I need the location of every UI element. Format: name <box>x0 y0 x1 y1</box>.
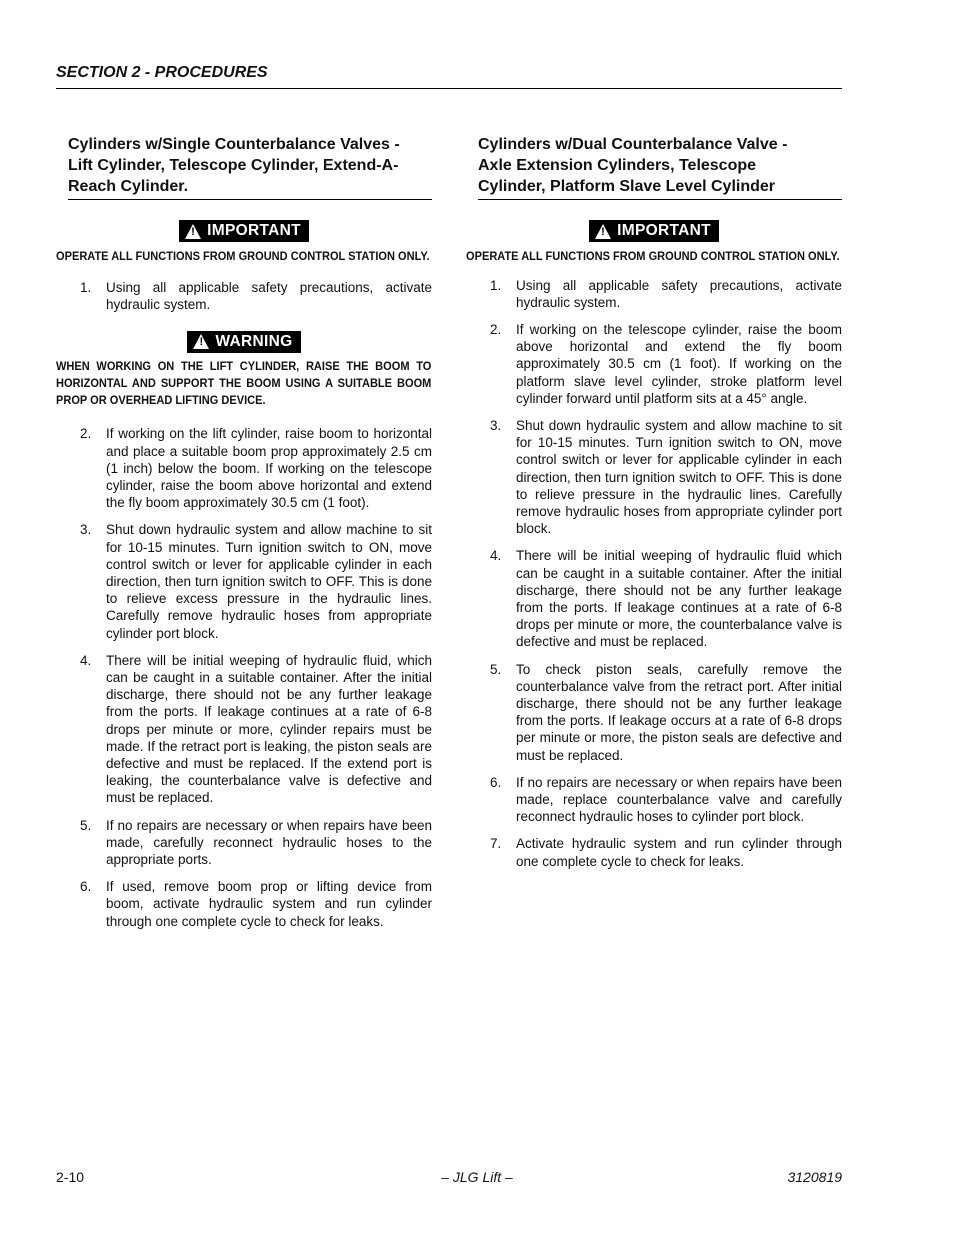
step-item <box>56 521 432 641</box>
step-item <box>466 547 842 650</box>
step-number: 5. <box>80 817 92 833</box>
warning-notice: WHEN WORKING ON THE LIFT CYLINDER, RAISE THE BOOM TO HORIZONTAL AND SUPPORT THE BOOM USING A SUITABLE BOOM PROP OR OVERHEAD LIFTING DEVICE. <box>56 359 432 408</box>
step-number: 4. <box>80 652 92 668</box>
step-number: 6. <box>80 879 92 895</box>
step-text: To check piston seals, carefully remove the counterbalance valve from the retract port. After initial discharge, there should not be any further leakage from the ports. If leakage occurs at a rate of 6-8 drops per minute or more, the piston seals are defective and must be replaced. <box>516 661 842 763</box>
step-text: There will be initial weeping of hydraulic fluid which can be caught in a suitable container. After the initial discharge, there should not be any further leakage from the ports. If leakage continues at a rate of 6-8 drops per minute or more, the counterbalance valve is defective and must be replaced. <box>516 548 842 650</box>
right-title-line: Axle Extension Cylinders, Telescope <box>478 157 757 174</box>
right-column <box>466 134 842 870</box>
step-text: Using all applicable safety precautions, activate hydraulic system. <box>516 277 842 310</box>
warning-triangle-icon <box>185 224 201 239</box>
step-item <box>56 425 432 511</box>
step-text: If working on the telescope cylinder, raise the boom above horizontal and extend the fly boom approximately 30.5 cm (1 foot). If working on the platform slave level cylinder, stroke platform level cylinder forward until platform sits at a 45° angle. <box>516 321 842 406</box>
step-text: Using all applicable safety precautions, activate hydraulic system. <box>106 279 432 312</box>
left-title-line: Cylinders w/Single Counterbalance Valves - <box>68 136 400 153</box>
step-number: 1. <box>80 279 92 295</box>
step-number: 6. <box>490 774 502 790</box>
section-header: SECTION 2 - PROCEDURES <box>56 64 842 89</box>
step-number: 3. <box>80 522 92 538</box>
step-number: 2. <box>490 321 502 337</box>
step-text: Shut down hydraulic system and allow machine to sit for 10-15 minutes. Turn ignition switch to ON, move control switch or lever for applicable cylinder in each direction, then turn ignition switch to OFF. This is done to relieve excess pressure in the hydraulic lines. Carefully remove hydraulic hoses from appropriate cylinder port block. <box>106 522 432 641</box>
important-notice: OPERATE ALL FUNCTIONS FROM GROUND CONTROL STATION ONLY. <box>466 248 840 263</box>
step-number: 1. <box>490 277 502 293</box>
important-badge <box>589 220 719 242</box>
step-text: There will be initial weeping of hydraulic fluid, which can be caught in a suitable container. After the initial discharge, there should not be any further leakage from the ports. If leakage continues at a rate of 6-8 drops per minute or more, cylinder repairs must be made. If the retract port is leaking, the piston seals are defective and must be replaced. If the extend port is leaking, the counterbalance valve is defective and must be replaced. <box>106 652 432 806</box>
left-section-title <box>68 134 432 200</box>
step-number: 7. <box>490 836 502 852</box>
left-column <box>56 134 432 930</box>
warning-triangle-icon <box>193 334 209 349</box>
important-notice: OPERATE ALL FUNCTIONS FROM GROUND CONTROL STATION ONLY. <box>56 248 430 263</box>
right-title-line: Cylinders w/Dual Counterbalance Valve - <box>478 136 788 153</box>
important-badge <box>179 220 309 242</box>
step-text: Shut down hydraulic system and allow machine to sit for 10-15 minutes. Turn ignition switch to ON, move control switch or lever for applicable cylinder in each direction, then turn ignition switch to OFF. This is done to relieve pressure in the hydraulic lines. Carefully remove hydraulic hoses from appropriate cylinder port block. <box>516 417 842 537</box>
step-item <box>466 417 842 537</box>
step-number: 2. <box>80 426 92 442</box>
step-item <box>466 277 842 311</box>
step-item <box>56 817 432 869</box>
left-title-line: Lift Cylinder, Telescope Cylinder, Extend-A- <box>68 157 399 174</box>
step-item <box>466 835 842 869</box>
step-text: If no repairs are necessary or when repairs have been made, carefully reconnect hydraulic hoses to the appropriate ports. <box>106 817 432 868</box>
step-text: Activate hydraulic system and run cylinder through one complete cycle to check for leaks. <box>516 836 842 869</box>
left-title-line: Reach Cylinder. <box>68 178 189 195</box>
warning-label: WARNING <box>215 332 293 350</box>
page-number: 2-10 <box>56 1169 85 1185</box>
step-item <box>466 661 842 764</box>
step-number: 5. <box>490 661 502 677</box>
step-text: If used, remove boom prop or lifting device from boom, activate hydraulic system and run cylinder through one complete cycle to check for leaks. <box>106 879 432 929</box>
step-item <box>466 321 842 407</box>
step-number: 3. <box>490 417 502 433</box>
important-label: IMPORTANT <box>617 222 711 239</box>
step-text: If working on the lift cylinder, raise boom to horizontal and place a suitable boom prop approximately 2.5 cm (1 inch) below the boom. If working on the telescope cylinder, raise the boom above horizontal and extend the fly boom approximately 30.5 cm (1 foot). <box>106 426 432 511</box>
right-section-title <box>478 134 842 200</box>
step-text: If no repairs are necessary or when repairs have been made, replace counterbalance valve and carefully reconnect hydraulic hoses to cylinder port block. <box>516 774 842 825</box>
warning-badge <box>187 331 300 353</box>
right-title-line: Cylinder, Platform Slave Level Cylinder <box>478 178 775 195</box>
step-item <box>56 878 432 930</box>
important-label: IMPORTANT <box>207 222 301 239</box>
step-item <box>466 774 842 826</box>
warning-triangle-icon <box>595 224 611 239</box>
step-number: 4. <box>490 548 502 564</box>
step-item <box>56 652 432 807</box>
footer-brand: – JLG Lift – <box>441 1169 513 1185</box>
document-number: 3120819 <box>787 1169 842 1185</box>
step-item <box>56 279 432 313</box>
